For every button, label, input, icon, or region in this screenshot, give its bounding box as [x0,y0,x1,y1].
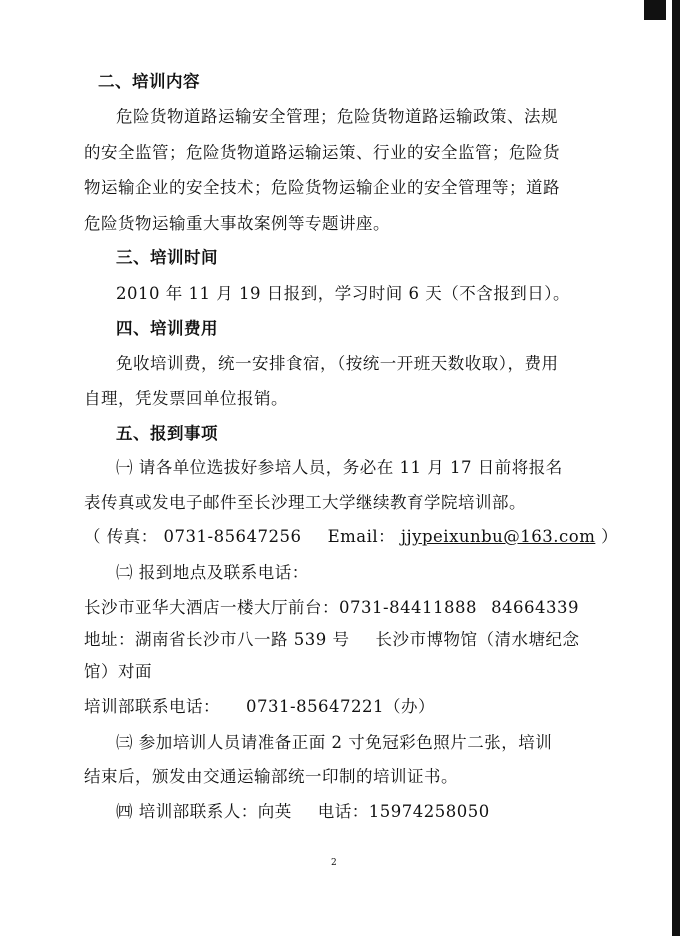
section-heading-time: 三、培训时间 [116,248,218,267]
hotel-line [84,598,590,618]
contact-close-paren: ） [601,527,619,546]
section-heading-fee: 四、培训费用 [116,319,218,338]
contact-line [84,527,619,547]
paragraph-line: 的安全监管；危险货物道路运输运策、行业的安全监管；危险货 [84,143,560,162]
page-number: 2 [331,858,337,868]
section-heading-content: 二、培训内容 [98,72,200,91]
paragraph-line: 物运输企业的安全技术；危险货物运输企业的安全管理等；道路 [84,178,560,197]
training-time-text: 2010 年 11 月 19 日报到，学习时间 6 天（不含报到日）。 [116,284,570,303]
address-text: 地址：湖南省长沙市八一路 539 号 [84,630,350,649]
dept-phone-line [84,697,590,717]
address-line [84,630,590,650]
scan-edge [672,0,680,936]
email-label: Email： [327,527,396,546]
hotel-text: 长沙市亚华大酒店一楼大厅前台：0731-84411888 [84,598,478,617]
fax-number: 0731-85647256 [163,527,302,546]
address-line-2: 馆）对面 [84,662,152,681]
address-landmark: 长沙市博物馆（清水塘纪念 [375,630,580,649]
paragraph-line: 免收培训费，统一安排食宿，（按统一开班天数收取），费用 [116,354,559,373]
paragraph-line: 危险货物道路运输安全管理；危险货物道路运输政策、法规 [116,107,558,126]
hotel-phone-2: 84664339 [491,598,580,617]
fax-label: （ 传真： [84,527,158,546]
email-address: jjypeixunbu@163.com [400,527,596,546]
paragraph-line: ㈠ 请各单位选拔好参培人员，务必在 11 月 17 日前将报名 [116,458,563,477]
paragraph-line: 结束后，颁发由交通运输部统一印制的培训证书。 [84,767,458,786]
contact-person: ㈣ 培训部联系人：向英 [116,802,292,821]
paragraph-line: 危险货物运输重大事故案例等专题讲座。 [84,214,390,233]
paragraph-line: ㈢ 参加培训人员请准备正面 2 寸免冠彩色照片二张，培训 [116,733,553,752]
scan-corner-mark [644,0,666,20]
paragraph-line: 自理，凭发票回单位报销。 [84,389,288,408]
contact-phone: 电话：15974258050 [317,802,490,821]
section-heading-report: 五、报到事项 [116,424,218,443]
paragraph-line: 表传真或发电子邮件至长沙理工大学继续教育学院培训部。 [84,493,526,512]
dept-phone-number: 0731-85647221（办） [246,697,436,716]
item2-heading: ㈡ 报到地点及联系电话： [116,563,309,582]
dept-phone-label: 培训部联系电话： [84,697,220,716]
item4-line [116,802,590,822]
